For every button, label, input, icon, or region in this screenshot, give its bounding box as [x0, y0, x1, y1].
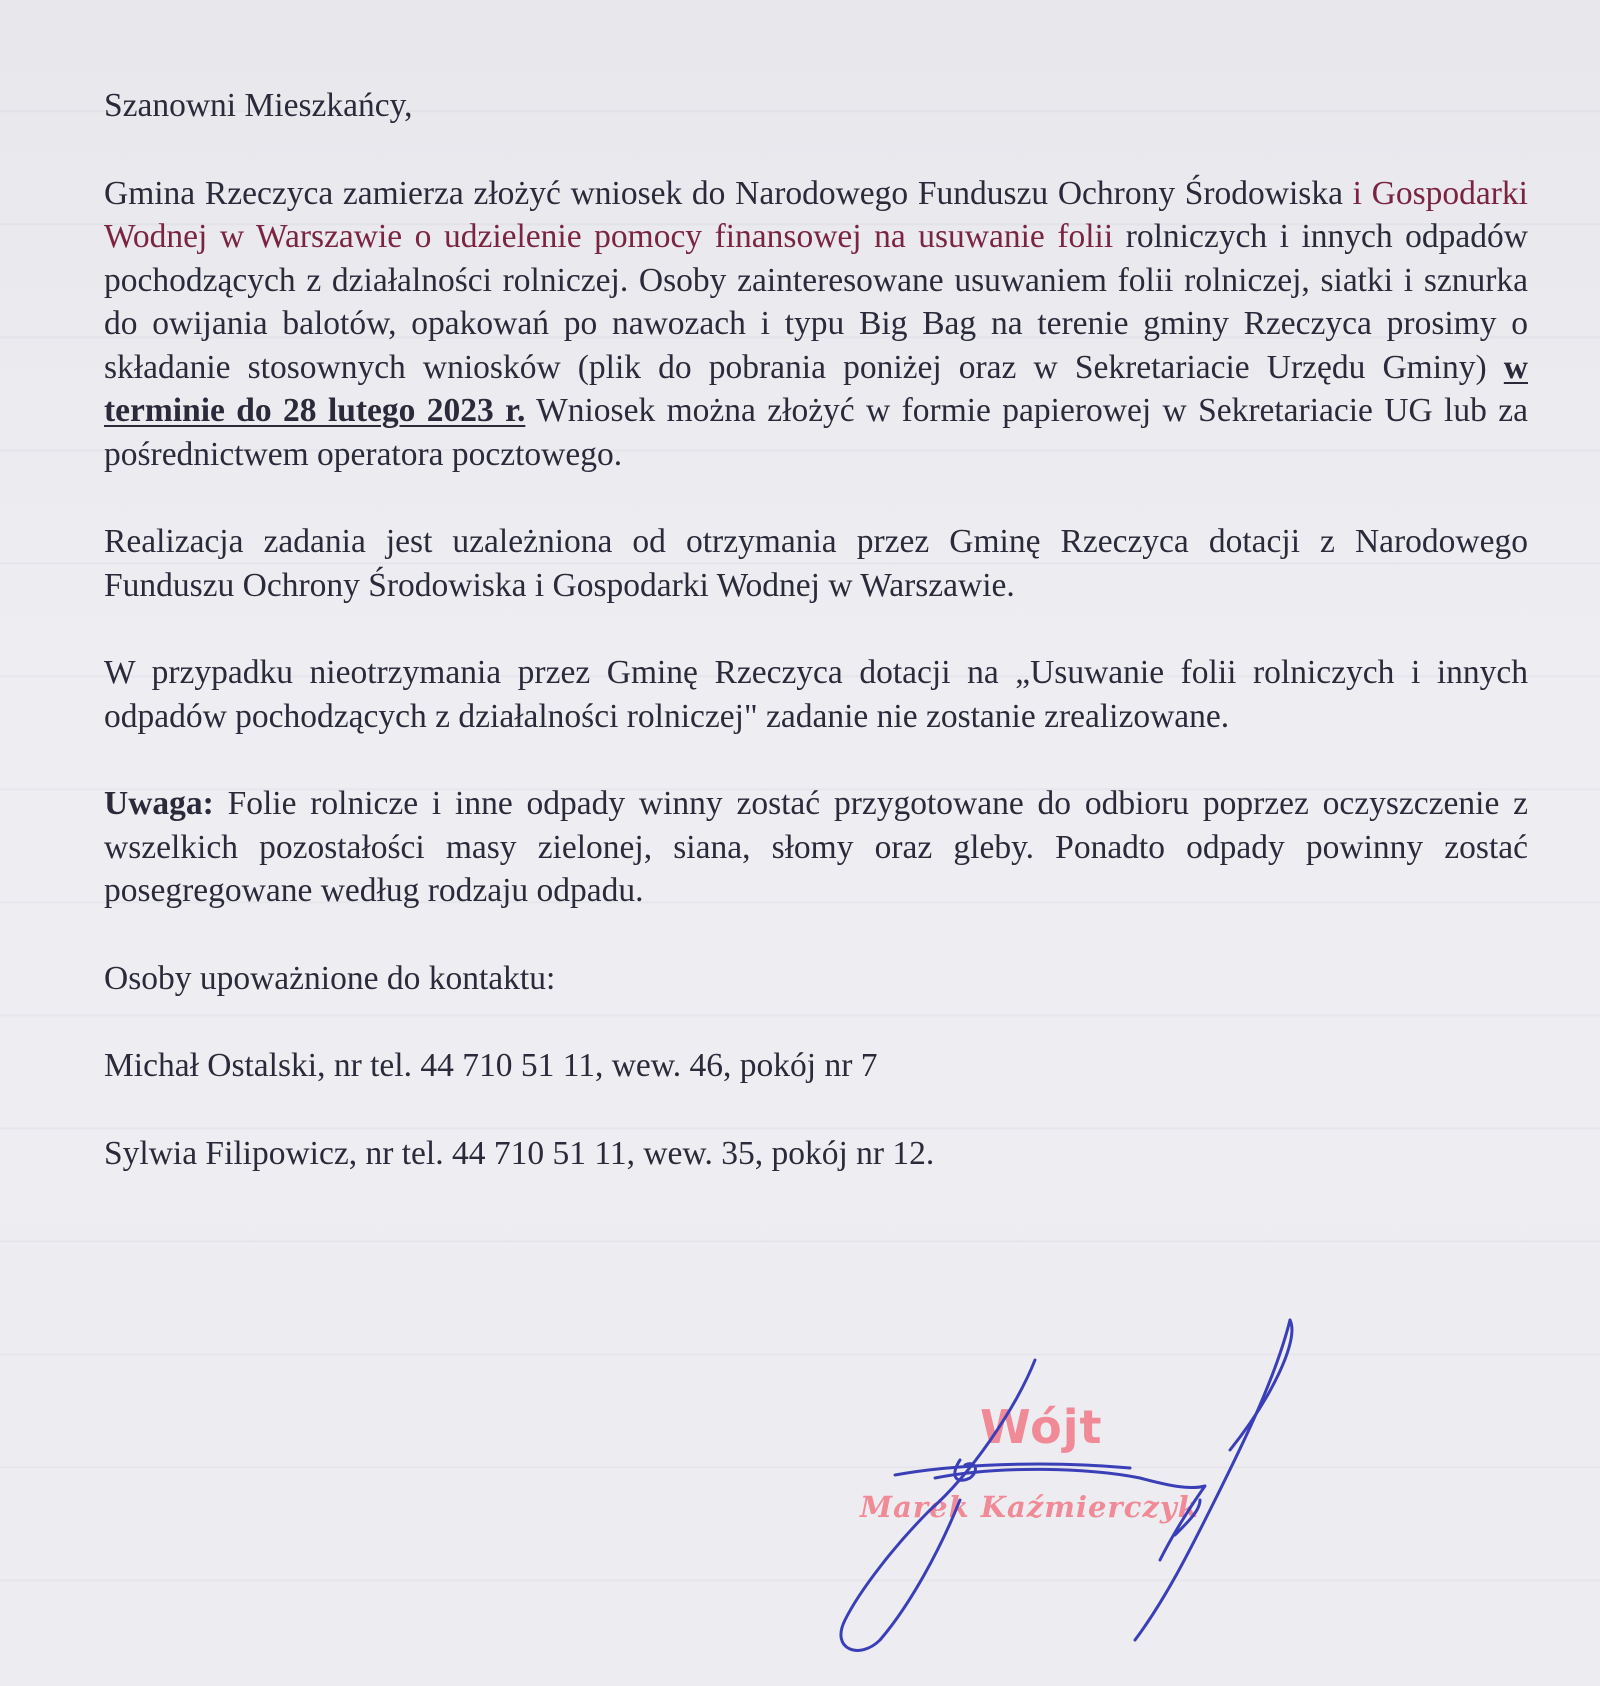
- deadline-text: w terminie do 28 lutego 2023 r.: [104, 348, 1528, 429]
- notice-text: Folie rolnicze i inne odpady winny zostać przygotowane do odbioru poprzez oczyszczenie z wszelkich pozostałości masy zielonej, siana, słomy oraz gleby. Ponadto odpady powinny zostać posegregowane według rodzaju odpadu.: [104, 785, 1528, 909]
- paragraph-application-intro: Gmina Rzeczyca zamierza złożyć wniosek do Narodowego Funduszu Ochrony Środowiska: [104, 174, 1353, 212]
- paragraph-no-funding: W przypadku nieotrzymania przez Gminę Rzeczyca dotacji na „Usuwanie folii rolniczych i innych odpadów pochodzących z działalności rolniczej" zadanie nie zostanie zrealizowane.: [104, 654, 1528, 735]
- paragraph-application-body: rolniczych i innych odpadów pochodzących z działalności rolniczej. Osoby zainteresowane usuwaniem folii rolniczej, siatki i sznurka do owijania balotów, opakowań po nawozach i typu Big Bag na terenie gminy Rzeczyca prosimy o składanie stosownych wniosków (plik do pobrania poniżej oraz w Sekretariacie Urzędu Gminy): [104, 218, 1528, 386]
- paragraph-application-highlight: i Gospodarki Wodnej w Warszawie o udzielenie pomocy finansowej na usuwanie folii: [104, 174, 1528, 255]
- paragraph-application-submission: Wniosek można złożyć w formie papierowej w Sekretariacie UG lub za pośrednictwem operatora pocztowego.: [104, 392, 1528, 473]
- notice-label: Uwaga:: [104, 785, 214, 822]
- greeting: Szanowni Mieszkańcy,: [104, 87, 413, 124]
- letter-body: [104, 84, 1528, 1219]
- contact-person: Michał Ostalski, nr tel. 44 710 51 11, wew. 46, pokój nr 7: [104, 1047, 878, 1084]
- contact-person: Sylwia Filipowicz, nr tel. 44 710 51 11, wew. 35, pokój nr 12.: [104, 1134, 935, 1172]
- paragraph-application: [104, 172, 1528, 477]
- handwritten-signature: [800, 1300, 1320, 1660]
- stamp-name: Marek Kaźmierczyk: [860, 1490, 1199, 1524]
- signature-stamp-block: [800, 1300, 1320, 1660]
- contacts-heading: Osoby upoważnione do kontaktu:: [104, 959, 556, 997]
- paragraph-funding-condition: Realizacja zadania jest uzależniona od otrzymania przez Gminę Rzeczyca dotacji z Narodowego Funduszu Ochrony Środowiska i Gospodarki Wodnej w Warszawie.: [104, 523, 1528, 604]
- paragraph-notice: [104, 782, 1528, 913]
- stamp-title: Wójt: [980, 1400, 1103, 1454]
